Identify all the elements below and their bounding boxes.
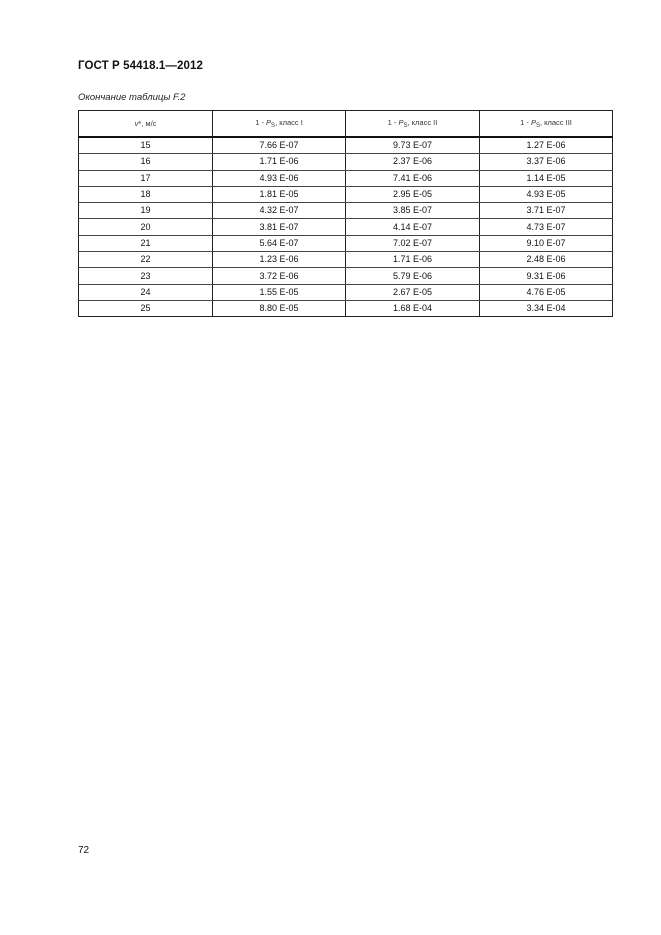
cell-value: 3.71 E-07 [480, 203, 613, 219]
header-prefix: 1 - [387, 118, 399, 127]
table-row [79, 170, 613, 186]
table-row [79, 186, 613, 202]
table-row [79, 235, 613, 251]
cell-value: 3.37 E-06 [480, 154, 613, 170]
cell-value: 3.72 E-06 [213, 268, 346, 284]
table-head [79, 111, 613, 138]
table-row [79, 154, 613, 170]
cell-value: 9.31 E-06 [480, 268, 613, 284]
cell-value: 2.48 E-06 [480, 252, 613, 268]
cell-value: 9.10 E-07 [480, 235, 613, 251]
cell-value: 1.71 E-06 [346, 252, 480, 268]
cell-value: 4.76 E-05 [480, 284, 613, 300]
table-row [79, 219, 613, 235]
cell-speed: 16 [79, 154, 213, 170]
table-row [79, 300, 613, 316]
header-rest: *, м/с [138, 119, 157, 128]
cell-value: 7.41 E-06 [346, 170, 480, 186]
document-header: ГОСТ Р 54418.1—2012 [78, 60, 203, 72]
cell-speed: 15 [79, 137, 213, 154]
cell-value: 4.32 E-07 [213, 203, 346, 219]
cell-value: 1.14 E-05 [480, 170, 613, 186]
cell-value: 1.55 E-05 [213, 284, 346, 300]
header-subscript: S [271, 123, 276, 129]
cell-speed: 19 [79, 203, 213, 219]
cell-value: 1.27 E-06 [480, 137, 613, 154]
cell-speed: 18 [79, 186, 213, 202]
cell-value: 4.73 E-07 [480, 219, 613, 235]
cell-value: 5.64 E-07 [213, 235, 346, 251]
page-number: 72 [78, 845, 90, 856]
cell-value: 4.93 E-05 [480, 186, 613, 202]
data-table [78, 110, 613, 317]
cell-value: 4.14 E-07 [346, 219, 480, 235]
cell-speed: 24 [79, 284, 213, 300]
cell-value: 7.02 E-07 [346, 235, 480, 251]
column-header-speed [79, 111, 213, 138]
cell-value: 2.37 E-06 [346, 154, 480, 170]
table-body [79, 137, 613, 317]
cell-value: 7.66 E-07 [213, 137, 346, 154]
cell-value: 5.79 E-06 [346, 268, 480, 284]
table-row [79, 268, 613, 284]
cell-value: 8.80 E-05 [213, 300, 346, 316]
cell-speed: 25 [79, 300, 213, 316]
header-var: P [266, 118, 272, 127]
cell-speed: 23 [79, 268, 213, 284]
table-row [79, 252, 613, 268]
table-row [79, 137, 613, 154]
header-prefix: 1 - [520, 118, 531, 127]
column-header-class-2 [346, 111, 480, 138]
cell-value: 3.34 E-04 [480, 300, 613, 316]
cell-speed: 21 [79, 235, 213, 251]
cell-value: 3.85 E-07 [346, 203, 480, 219]
cell-value: 4.93 E-06 [213, 170, 346, 186]
cell-value: 2.95 E-05 [346, 186, 480, 202]
table-caption: Окончание таблицы F.2 [78, 92, 186, 103]
cell-value: 9.73 E-07 [346, 137, 480, 154]
header-var: v [134, 119, 139, 128]
column-header-class-1 [213, 111, 346, 138]
cell-value: 1.68 E-04 [346, 300, 480, 316]
header-row [79, 111, 613, 138]
header-prefix: 1 - [255, 118, 267, 127]
cell-value: 1.71 E-06 [213, 154, 346, 170]
header-var: P [530, 118, 536, 127]
cell-value: 1.23 E-06 [213, 252, 346, 268]
cell-speed: 22 [79, 252, 213, 268]
header-subscript: S [535, 123, 540, 129]
cell-speed: 17 [79, 170, 213, 186]
cell-value: 3.81 E-07 [213, 219, 346, 235]
header-rest: , класс III [539, 118, 572, 127]
header-rest: , класс II [407, 118, 438, 127]
column-header-class-3 [480, 111, 613, 138]
table-row [79, 284, 613, 300]
cell-value: 2.67 E-05 [346, 284, 480, 300]
cell-speed: 20 [79, 219, 213, 235]
header-subscript: S [403, 123, 408, 129]
table-row [79, 203, 613, 219]
header-rest: , класс I [275, 118, 303, 127]
cell-value: 1.81 E-05 [213, 186, 346, 202]
header-var: P [398, 118, 404, 127]
